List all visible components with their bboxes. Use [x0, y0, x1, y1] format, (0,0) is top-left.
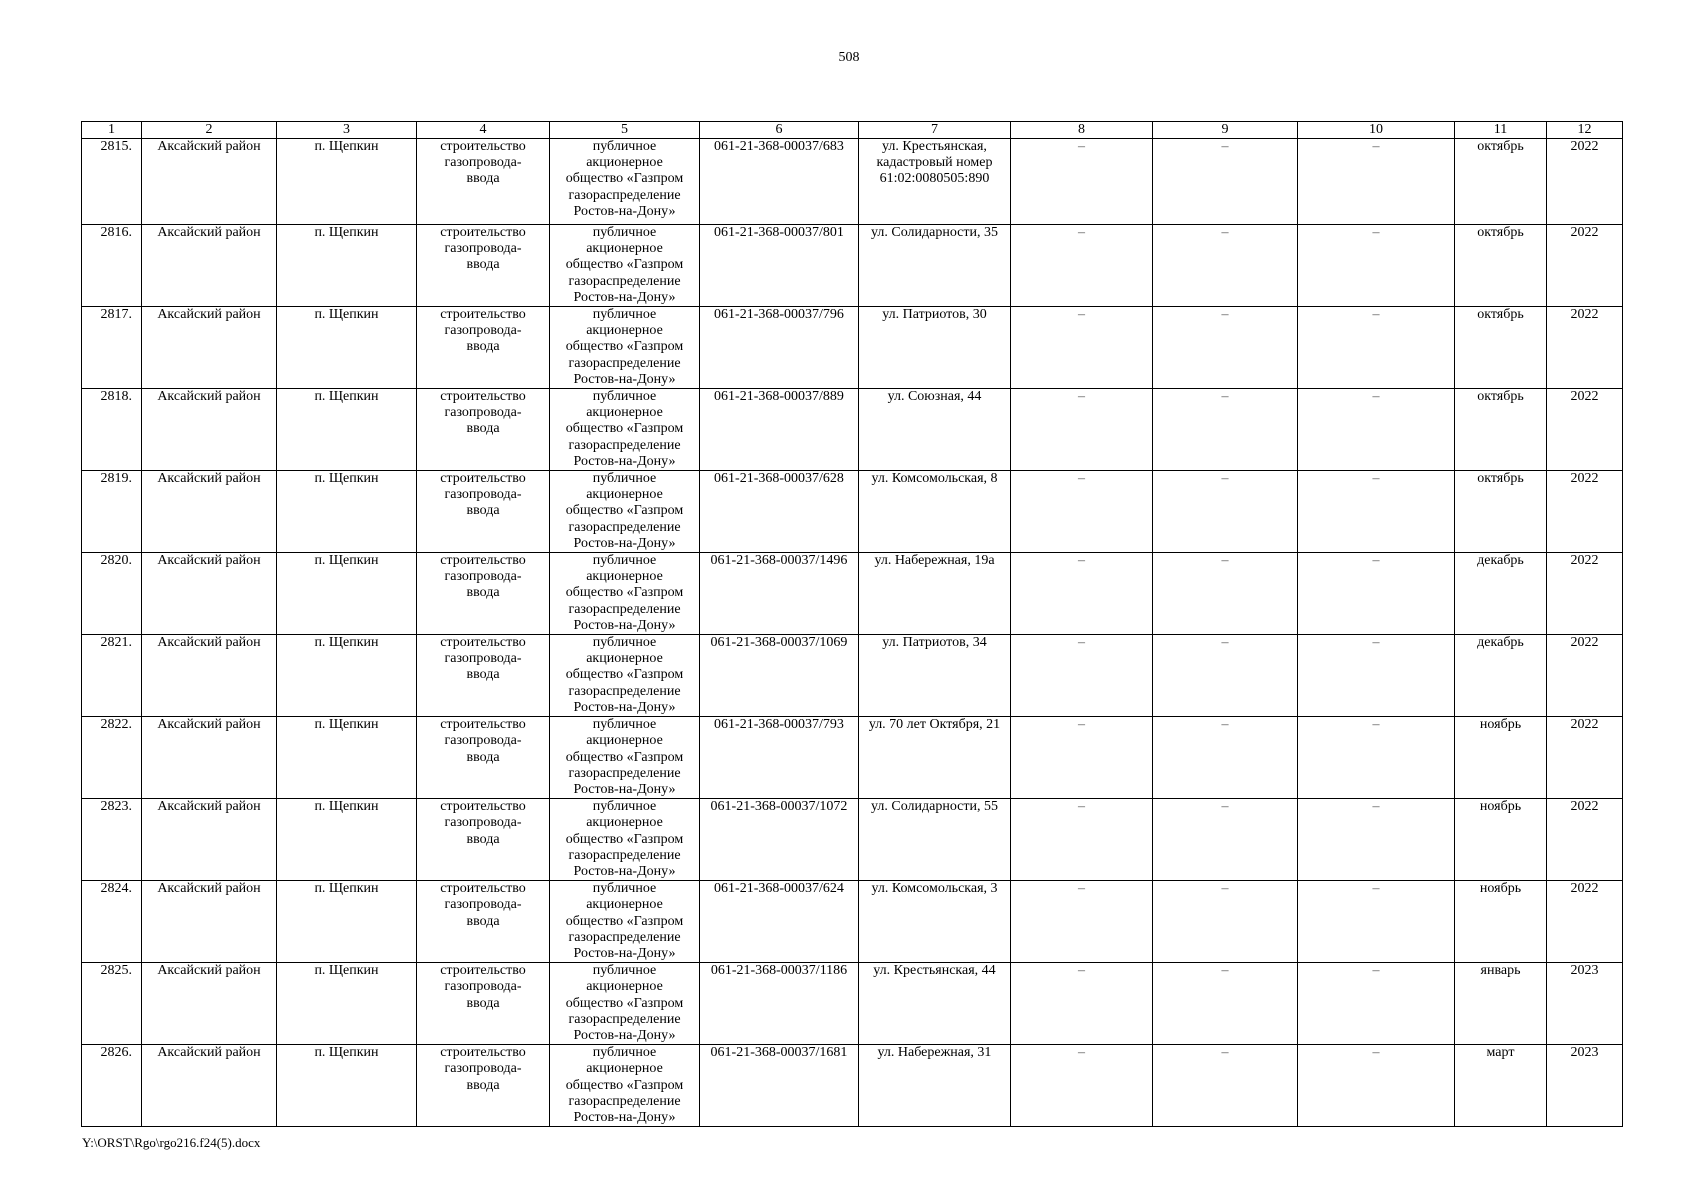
col10-cell: –: [1298, 635, 1455, 717]
code-cell: 061-21-368-00037/889: [700, 389, 859, 471]
row-number: 2823.: [82, 799, 142, 881]
organization-cell-line: Ростов-на-Дону»: [573, 1027, 676, 1043]
table-row: [82, 635, 1623, 717]
table-row: [82, 389, 1623, 471]
month-cell: октябрь: [1455, 307, 1547, 389]
footer-file-path: Y:\ORST\Rgo\rgo216.f24(5).docx: [82, 1135, 261, 1150]
year-cell: 2023: [1547, 963, 1623, 1045]
address-cell-line: ул. Солидарности, 35: [870, 225, 998, 240]
organization-cell-line: газораспределение: [568, 847, 681, 863]
row-number: 2821.: [82, 635, 142, 717]
district-cell: Аксайский район: [142, 635, 277, 717]
code-cell: 061-21-368-00037/796: [700, 307, 859, 389]
address-cell: [859, 139, 1011, 225]
work-cell: [417, 1045, 550, 1127]
organization-cell-line: общество «Газпром: [565, 913, 684, 929]
col10-cell: –: [1298, 225, 1455, 307]
work-cell-line: газопровода-: [444, 155, 522, 171]
work-cell-line: газопровода-: [444, 651, 522, 667]
organization-cell-line: публичное: [592, 307, 657, 323]
year-cell: 2022: [1547, 225, 1623, 307]
header-cell: 1: [82, 122, 142, 139]
settlement-cell: п. Щепкин: [277, 307, 417, 389]
code-cell: 061-21-368-00037/628: [700, 471, 859, 553]
month-cell: март: [1455, 1045, 1547, 1127]
settlement-cell: п. Щепкин: [277, 635, 417, 717]
work-cell-line: ввода: [466, 339, 500, 355]
district-cell: Аксайский район: [142, 717, 277, 799]
code-cell: 061-21-368-00037/1072: [700, 799, 859, 881]
address-cell: [859, 225, 1011, 307]
work-cell: [417, 635, 550, 717]
code-cell: 061-21-368-00037/683: [700, 139, 859, 225]
month-cell: ноябрь: [1455, 799, 1547, 881]
work-cell-line: газопровода-: [444, 897, 522, 913]
work-cell: [417, 307, 550, 389]
organization-cell-line: общество «Газпром: [565, 421, 684, 437]
col10-cell: –: [1298, 963, 1455, 1045]
district-cell: Аксайский район: [142, 139, 277, 225]
organization-cell: [550, 139, 700, 225]
work-cell-line: ввода: [466, 503, 500, 519]
organization-cell: [550, 717, 700, 799]
organization-cell-line: акционерное: [586, 569, 663, 585]
header-cell: 8: [1011, 122, 1153, 139]
table-row: [82, 799, 1623, 881]
work-cell: [417, 225, 550, 307]
col10-cell: –: [1298, 307, 1455, 389]
col8-cell: –: [1011, 307, 1153, 389]
col10-cell: –: [1298, 799, 1455, 881]
header-cell: 11: [1455, 122, 1547, 139]
organization-cell-line: Ростов-на-Дону»: [573, 781, 676, 797]
settlement-cell: п. Щепкин: [277, 1045, 417, 1127]
work-cell-line: газопровода-: [444, 733, 522, 749]
col8-cell: –: [1011, 225, 1153, 307]
organization-cell-line: публичное: [592, 1045, 657, 1061]
header-cell: 10: [1298, 122, 1455, 139]
organization-cell-line: акционерное: [586, 155, 663, 171]
organization-cell-line: общество «Газпром: [565, 339, 684, 355]
district-cell: Аксайский район: [142, 963, 277, 1045]
work-cell-line: ввода: [466, 1077, 500, 1093]
work-cell-line: ввода: [466, 913, 500, 929]
col8-cell: –: [1011, 1045, 1153, 1127]
district-cell: Аксайский район: [142, 225, 277, 307]
address-cell: [859, 1045, 1011, 1127]
table-row: [82, 1045, 1623, 1127]
organization-cell-line: газораспределение: [568, 355, 681, 371]
organization-cell-line: общество «Газпром: [565, 995, 684, 1011]
col8-cell: –: [1011, 717, 1153, 799]
work-cell-line: строительство: [440, 963, 526, 979]
organization-cell-line: публичное: [592, 799, 657, 815]
header-cell: 7: [859, 122, 1011, 139]
col9-cell: –: [1153, 471, 1298, 553]
settlement-cell: п. Щепкин: [277, 963, 417, 1045]
col10-cell: –: [1298, 389, 1455, 471]
year-cell: 2022: [1547, 389, 1623, 471]
organization-cell-line: публичное: [592, 389, 657, 405]
code-cell: 061-21-368-00037/793: [700, 717, 859, 799]
work-cell-line: газопровода-: [444, 323, 522, 339]
address-cell: [859, 553, 1011, 635]
address-cell: [859, 389, 1011, 471]
register-table: [81, 121, 1623, 1127]
address-cell-line: кадастровый номер: [876, 155, 993, 171]
work-cell-line: строительство: [440, 471, 526, 487]
address-cell: [859, 881, 1011, 963]
address-cell-line: ул. Крестьянская, 44: [873, 963, 996, 979]
organization-cell-line: публичное: [592, 471, 657, 487]
work-cell: [417, 717, 550, 799]
district-cell: Аксайский район: [142, 553, 277, 635]
district-cell: Аксайский район: [142, 389, 277, 471]
organization-cell-line: Ростов-на-Дону»: [573, 535, 676, 551]
organization-cell-line: газораспределение: [568, 1011, 681, 1027]
col9-cell: –: [1153, 307, 1298, 389]
work-cell: [417, 553, 550, 635]
organization-cell-line: акционерное: [586, 651, 663, 667]
organization-cell: [550, 225, 700, 307]
settlement-cell: п. Щепкин: [277, 881, 417, 963]
work-cell: [417, 139, 550, 225]
work-cell-line: газопровода-: [444, 569, 522, 585]
table-row: [82, 471, 1623, 553]
header-cell: 3: [277, 122, 417, 139]
address-cell: [859, 963, 1011, 1045]
header-cell: 9: [1153, 122, 1298, 139]
month-cell: январь: [1455, 963, 1547, 1045]
settlement-cell: п. Щепкин: [277, 799, 417, 881]
col10-cell: –: [1298, 881, 1455, 963]
work-cell-line: ввода: [466, 257, 500, 273]
table-body: [82, 139, 1623, 1127]
year-cell: 2022: [1547, 799, 1623, 881]
organization-cell-line: Ростов-на-Дону»: [573, 863, 676, 879]
address-cell-line: ул. Патриотов, 30: [882, 307, 987, 323]
address-cell-line: ул. Солидарности, 55: [870, 799, 998, 815]
organization-cell-line: Ростов-на-Дону»: [573, 289, 676, 305]
header-cell: 5: [550, 122, 700, 139]
organization-cell-line: газораспределение: [568, 601, 681, 617]
work-cell-line: строительство: [440, 139, 526, 154]
district-cell: Аксайский район: [142, 471, 277, 553]
organization-cell-line: Ростов-на-Дону»: [573, 453, 676, 469]
work-cell-line: строительство: [440, 717, 526, 733]
organization-cell-line: общество «Газпром: [565, 831, 684, 847]
address-cell-line: ул. Крестьянская,: [882, 139, 987, 154]
organization-cell-line: газораспределение: [568, 437, 681, 453]
header-row: [82, 122, 1623, 139]
organization-cell-line: газораспределение: [568, 1093, 681, 1109]
row-number: 2820.: [82, 553, 142, 635]
organization-cell-line: публичное: [592, 553, 657, 569]
organization-cell-line: публичное: [592, 225, 657, 240]
organization-cell-line: Ростов-на-Дону»: [573, 617, 676, 633]
code-cell: 061-21-368-00037/1681: [700, 1045, 859, 1127]
work-cell-line: ввода: [466, 421, 500, 437]
col8-cell: –: [1011, 799, 1153, 881]
year-cell: 2022: [1547, 881, 1623, 963]
address-cell: [859, 307, 1011, 389]
table-row: [82, 139, 1623, 225]
organization-cell: [550, 799, 700, 881]
code-cell: 061-21-368-00037/624: [700, 881, 859, 963]
code-cell: 061-21-368-00037/1186: [700, 963, 859, 1045]
table-row: [82, 307, 1623, 389]
settlement-cell: п. Щепкин: [277, 139, 417, 225]
organization-cell-line: акционерное: [586, 733, 663, 749]
col9-cell: –: [1153, 635, 1298, 717]
col8-cell: –: [1011, 389, 1153, 471]
organization-cell-line: общество «Газпром: [565, 257, 684, 273]
col9-cell: –: [1153, 139, 1298, 225]
address-cell-line: ул. 70 лет Октября, 21: [868, 717, 1001, 733]
address-cell-line: 61:02:0080505:890: [879, 171, 990, 187]
settlement-cell: п. Щепкин: [277, 553, 417, 635]
header-cell: 6: [700, 122, 859, 139]
work-cell: [417, 963, 550, 1045]
district-cell: Аксайский район: [142, 799, 277, 881]
header-cell: 12: [1547, 122, 1623, 139]
work-cell-line: строительство: [440, 307, 526, 323]
month-cell: октябрь: [1455, 389, 1547, 471]
table-row: [82, 717, 1623, 799]
address-cell: [859, 799, 1011, 881]
col8-cell: –: [1011, 963, 1153, 1045]
organization-cell-line: акционерное: [586, 979, 663, 995]
organization-cell-line: Ростов-на-Дону»: [573, 371, 676, 387]
work-cell-line: ввода: [466, 995, 500, 1011]
organization-cell-line: акционерное: [586, 241, 663, 257]
month-cell: октябрь: [1455, 139, 1547, 225]
table-row: [82, 963, 1623, 1045]
address-cell: [859, 635, 1011, 717]
year-cell: 2023: [1547, 1045, 1623, 1127]
settlement-cell: п. Щепкин: [277, 389, 417, 471]
table-row: [82, 553, 1623, 635]
row-number: 2825.: [82, 963, 142, 1045]
work-cell: [417, 389, 550, 471]
work-cell-line: ввода: [466, 749, 500, 765]
organization-cell-line: общество «Газпром: [565, 749, 684, 765]
col10-cell: –: [1298, 717, 1455, 799]
col10-cell: –: [1298, 1045, 1455, 1127]
work-cell-line: строительство: [440, 881, 526, 897]
row-number: 2817.: [82, 307, 142, 389]
organization-cell: [550, 635, 700, 717]
month-cell: октябрь: [1455, 225, 1547, 307]
address-cell-line: ул. Комсомольская, 8: [871, 471, 998, 487]
organization-cell: [550, 389, 700, 471]
work-cell: [417, 799, 550, 881]
organization-cell-line: общество «Газпром: [565, 171, 684, 187]
district-cell: Аксайский район: [142, 307, 277, 389]
organization-cell-line: публичное: [592, 881, 657, 897]
col8-cell: –: [1011, 471, 1153, 553]
row-number: 2818.: [82, 389, 142, 471]
organization-cell-line: общество «Газпром: [565, 585, 684, 601]
work-cell-line: строительство: [440, 225, 526, 240]
address-cell-line: ул. Набережная, 19а: [874, 553, 995, 569]
work-cell-line: ввода: [466, 585, 500, 601]
page-number: 508: [838, 50, 860, 65]
year-cell: 2022: [1547, 471, 1623, 553]
organization-cell: [550, 553, 700, 635]
month-cell: ноябрь: [1455, 881, 1547, 963]
col8-cell: –: [1011, 635, 1153, 717]
organization-cell-line: акционерное: [586, 1061, 663, 1077]
settlement-cell: п. Щепкин: [277, 717, 417, 799]
organization-cell-line: общество «Газпром: [565, 503, 684, 519]
address-cell: [859, 717, 1011, 799]
organization-cell-line: газораспределение: [568, 929, 681, 945]
year-cell: 2022: [1547, 553, 1623, 635]
work-cell-line: строительство: [440, 553, 526, 569]
organization-cell: [550, 471, 700, 553]
row-number: 2824.: [82, 881, 142, 963]
organization-cell-line: акционерное: [586, 897, 663, 913]
organization-cell-line: общество «Газпром: [565, 667, 684, 683]
row-number: 2815.: [82, 139, 142, 225]
row-number: 2819.: [82, 471, 142, 553]
work-cell-line: ввода: [466, 831, 500, 847]
col9-cell: –: [1153, 389, 1298, 471]
col9-cell: –: [1153, 799, 1298, 881]
work-cell-line: строительство: [440, 389, 526, 405]
row-number: 2816.: [82, 225, 142, 307]
work-cell-line: газопровода-: [444, 241, 522, 257]
organization-cell-line: газораспределение: [568, 519, 681, 535]
work-cell-line: строительство: [440, 799, 526, 815]
table-row: [82, 225, 1623, 307]
header-cell: 4: [417, 122, 550, 139]
table-row: [82, 881, 1623, 963]
header-cell: 2: [142, 122, 277, 139]
organization-cell: [550, 963, 700, 1045]
month-cell: ноябрь: [1455, 717, 1547, 799]
work-cell-line: газопровода-: [444, 979, 522, 995]
organization-cell-line: общество «Газпром: [565, 1077, 684, 1093]
district-cell: Аксайский район: [142, 881, 277, 963]
address-cell-line: ул. Союзная, 44: [887, 389, 982, 405]
settlement-cell: п. Щепкин: [277, 225, 417, 307]
col8-cell: –: [1011, 881, 1153, 963]
year-cell: 2022: [1547, 139, 1623, 225]
col9-cell: –: [1153, 1045, 1298, 1127]
col9-cell: –: [1153, 881, 1298, 963]
col9-cell: –: [1153, 963, 1298, 1045]
code-cell: 061-21-368-00037/1496: [700, 553, 859, 635]
organization-cell-line: акционерное: [586, 815, 663, 831]
row-number: 2826.: [82, 1045, 142, 1127]
organization-cell-line: газораспределение: [568, 683, 681, 699]
address-cell-line: ул. Патриотов, 34: [882, 635, 987, 651]
organization-cell-line: Ростов-на-Дону»: [573, 1109, 676, 1125]
code-cell: 061-21-368-00037/1069: [700, 635, 859, 717]
year-cell: 2022: [1547, 717, 1623, 799]
organization-cell-line: публичное: [592, 139, 657, 154]
work-cell-line: газопровода-: [444, 487, 522, 503]
district-cell: Аксайский район: [142, 1045, 277, 1127]
col8-cell: –: [1011, 553, 1153, 635]
work-cell: [417, 471, 550, 553]
work-cell: [417, 881, 550, 963]
row-number: 2822.: [82, 717, 142, 799]
organization-cell-line: публичное: [592, 717, 657, 733]
organization-cell-line: акционерное: [586, 405, 663, 421]
work-cell-line: газопровода-: [444, 815, 522, 831]
organization-cell: [550, 1045, 700, 1127]
address-cell: [859, 471, 1011, 553]
year-cell: 2022: [1547, 307, 1623, 389]
organization-cell: [550, 307, 700, 389]
organization-cell-line: Ростов-на-Дону»: [573, 945, 676, 961]
year-cell: 2022: [1547, 635, 1623, 717]
work-cell-line: строительство: [440, 635, 526, 651]
col8-cell: –: [1011, 139, 1153, 225]
col10-cell: –: [1298, 139, 1455, 225]
work-cell-line: ввода: [466, 171, 500, 187]
address-cell-line: ул. Комсомольская, 3: [871, 881, 998, 897]
organization-cell-line: газораспределение: [568, 187, 681, 203]
organization-cell-line: публичное: [592, 963, 657, 979]
work-cell-line: газопровода-: [444, 1061, 522, 1077]
settlement-cell: п. Щепкин: [277, 471, 417, 553]
organization-cell: [550, 881, 700, 963]
organization-cell-line: акционерное: [586, 487, 663, 503]
work-cell-line: ввода: [466, 667, 500, 683]
col10-cell: –: [1298, 471, 1455, 553]
work-cell-line: газопровода-: [444, 405, 522, 421]
organization-cell-line: Ростов-на-Дону»: [573, 203, 676, 219]
col9-cell: –: [1153, 225, 1298, 307]
work-cell-line: строительство: [440, 1045, 526, 1061]
month-cell: октябрь: [1455, 471, 1547, 553]
organization-cell-line: акционерное: [586, 323, 663, 339]
code-cell: 061-21-368-00037/801: [700, 225, 859, 307]
col10-cell: –: [1298, 553, 1455, 635]
col9-cell: –: [1153, 717, 1298, 799]
organization-cell-line: Ростов-на-Дону»: [573, 699, 676, 715]
organization-cell-line: газораспределение: [568, 273, 681, 289]
address-cell-line: ул. Набережная, 31: [877, 1045, 992, 1061]
organization-cell-line: газораспределение: [568, 765, 681, 781]
month-cell: декабрь: [1455, 635, 1547, 717]
col9-cell: –: [1153, 553, 1298, 635]
month-cell: декабрь: [1455, 553, 1547, 635]
organization-cell-line: публичное: [592, 635, 657, 651]
